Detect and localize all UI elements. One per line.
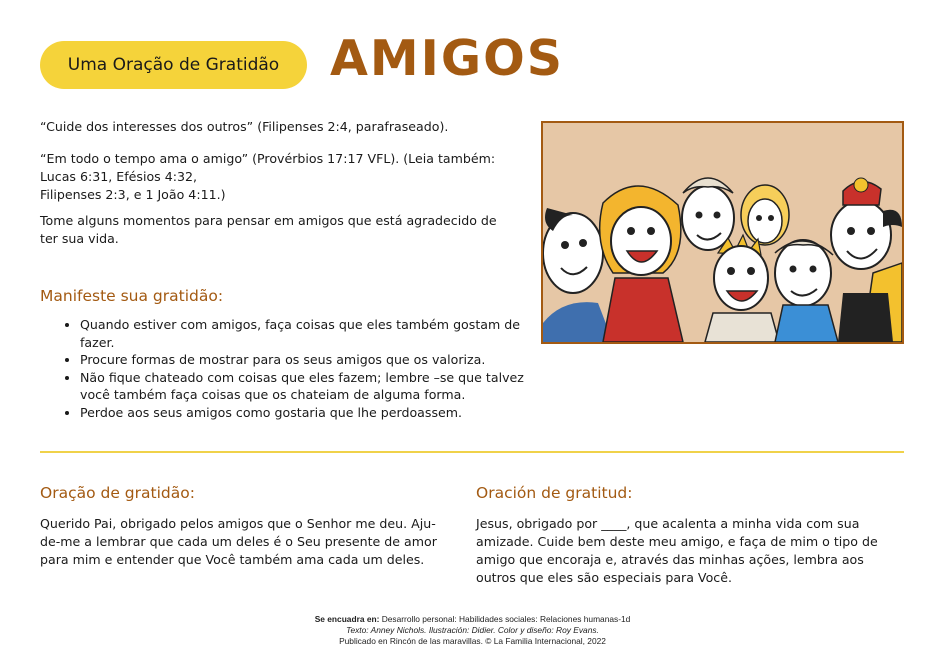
prayer-text-left: Querido Pai, obrigado pelos amigos que o Senhor me deu. Aju-de-me a lembrar que cada um deles é o Seu presente de amor para mim e entender que Você também ama cada um deles. — [40, 516, 437, 567]
list-item: • Perdoe aos seus amigos como gostaria que lhe perdoassem. — [80, 404, 540, 422]
cartoon-friends-group — [543, 123, 902, 342]
gratitude-heading: Manifeste sua gratidão: — [40, 287, 224, 305]
prayer-heading-left: Oração de gratidão: — [40, 484, 195, 502]
section-divider — [40, 451, 904, 453]
gratitude-list — [58, 316, 540, 421]
page-title: AMIGOS — [330, 30, 565, 87]
list-item: • Quando estiver com amigos, faça coisas que eles também gostam de fazer. — [80, 316, 540, 351]
verse-2-line-3: Filipenses 2:3, e 1 João 4:11.) — [40, 187, 226, 202]
list-item: • Não fique chateado com coisas que eles fazem; lembre –se que talvez você também faça coisas que os chateiam de alguma forma. — [80, 369, 540, 404]
footer-category-text: Desarrollo personal: Habilidades sociales: Relaciones humanas-1d — [379, 614, 631, 624]
list-item: • Procure formas de mostrar para os seus amigos que os valoriza. — [80, 351, 540, 369]
reflection-line-2: ter sua vida. — [40, 231, 119, 246]
footer-category-label: Se encuadra en: — [314, 614, 380, 624]
reflection-line-1: Tome alguns momentos para pensar em amigos que está agradecido de — [40, 213, 497, 228]
pill-label: Uma Oração de Gratidão — [67, 55, 280, 75]
friends-illustration — [541, 121, 904, 344]
section-pill — [40, 41, 307, 89]
footer-line-2: Texto: Anney Nichols. Ilustración: Didier. Color y diseño: Roy Evans. — [346, 625, 599, 635]
prayer-text-right: Jesus, obrigado por ____, que acalenta a minha vida com sua amizade. Cuide bem deste meu amigo, e faça de mim o tipo de amigo que encoraja e, através das minhas ações, lembra aos outros que eles são especiais para Você. — [476, 516, 878, 585]
verse-2-line-2: Lucas 6:31, Efésios 4:32, — [40, 169, 198, 184]
verse-2-line-1: “Em todo o tempo ama o amigo” (Provérbios 17:17 VFL). (Leia também: — [40, 151, 496, 166]
verse-2 — [40, 150, 510, 204]
footer-line-1 — [0, 614, 945, 625]
footer-line-3: Publicado en Rincón de las maravillas. © La Familia Internacional, 2022 — [339, 636, 606, 646]
credits-footer — [0, 614, 945, 647]
reflection-text — [40, 212, 510, 248]
prayer-heading-right: Oración de gratitud: — [476, 484, 633, 502]
verse-1: “Cuide dos interesses dos outros” (Filipenses 2:4, parafraseado). — [40, 119, 449, 134]
